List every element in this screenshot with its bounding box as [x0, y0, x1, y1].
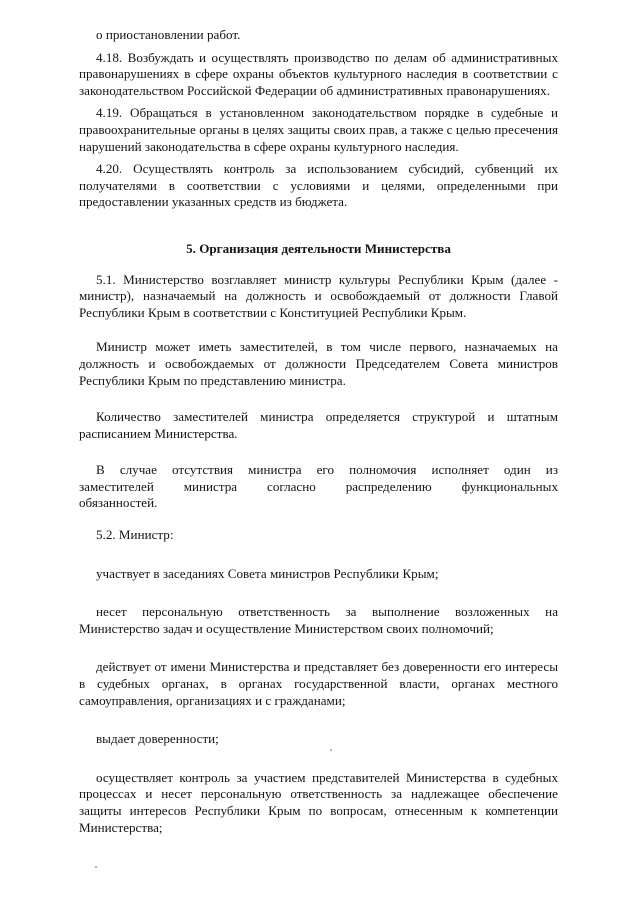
paragraph-5-2: 5.2. Министр: [96, 527, 174, 543]
list-item: действует от имени Министерства и представляет без доверенности его интересы в судебных органах, в органах государственной власти, органах местного самоуправления, организациях и с гражданами; [79, 659, 558, 708]
paragraph-4-19: 4.19. Обращаться в установленном законодательством порядке в судебные и правоохранительные органы в целях защиты своих прав, а также с целью пресечения нарушений законодательства в сфере охраны культурного наследия. [79, 105, 558, 154]
section-heading: 5. Организация деятельности Министерства [186, 240, 451, 256]
paragraph-deputies-count: Количество заместителей министра определяется структурой и штатным расписанием Министерства. [79, 409, 558, 441]
paragraph-absence-line: В случае отсутствия министра его полномочия исполняет один из [96, 462, 558, 478]
document-body [79, 27, 558, 836]
list-item: несет персональную ответственность за выполнение возложенных на Министерство задач и осуществление Министерством своих полномочий; [79, 604, 558, 636]
list-item: участвует в заседаниях Совета министров Республики Крым; [96, 565, 439, 581]
paragraph-deputies: Министр может иметь заместителей, в том числе первого, назначаемых на должность и освобождаемых от должности Председателем Совета министров Республики Крым по представлению министра. [79, 339, 558, 388]
list-item: осуществляет контроль за участием представителей Министерства в судебных процессах и несет персональную ответственность за надлежащее обеспечение защиты интересов Республики Крым по вопросам, отнесенным к компетенции Министерства; [79, 769, 558, 835]
paragraph-continuation: о приостановлении работ. [96, 27, 241, 42]
paragraph-absence-line: обязанностей. [79, 495, 158, 511]
paragraph-5-1: 5.1. Министерство возглавляет министр культуры Республики Крым (далее - министр), назначаемый на должность и освобождаемый от должности Главой Республики Крым в соответствии с Конституцией Республики Крым. [79, 271, 558, 320]
paragraph-4-20: 4.20. Осуществлять контроль за использованием субсидий, субвенций их получателями в соответствии с условиями и целями, определенными при предоставлении указанных средств из бюджета. [79, 161, 558, 210]
scan-speck [330, 749, 332, 751]
paragraph-absence-line: заместителей министра согласно распределению функциональных [79, 478, 558, 494]
list-item: выдает доверенности; [96, 731, 219, 747]
scan-speck [95, 866, 97, 868]
paragraph-absence [79, 462, 558, 512]
paragraph-4-18: 4.18. Возбуждать и осуществлять производство по делам об административных правонарушениях в сфере охраны объектов культурного наследия в соответствии с законодательством Российской Федерации об административных правонарушениях. [79, 49, 558, 98]
